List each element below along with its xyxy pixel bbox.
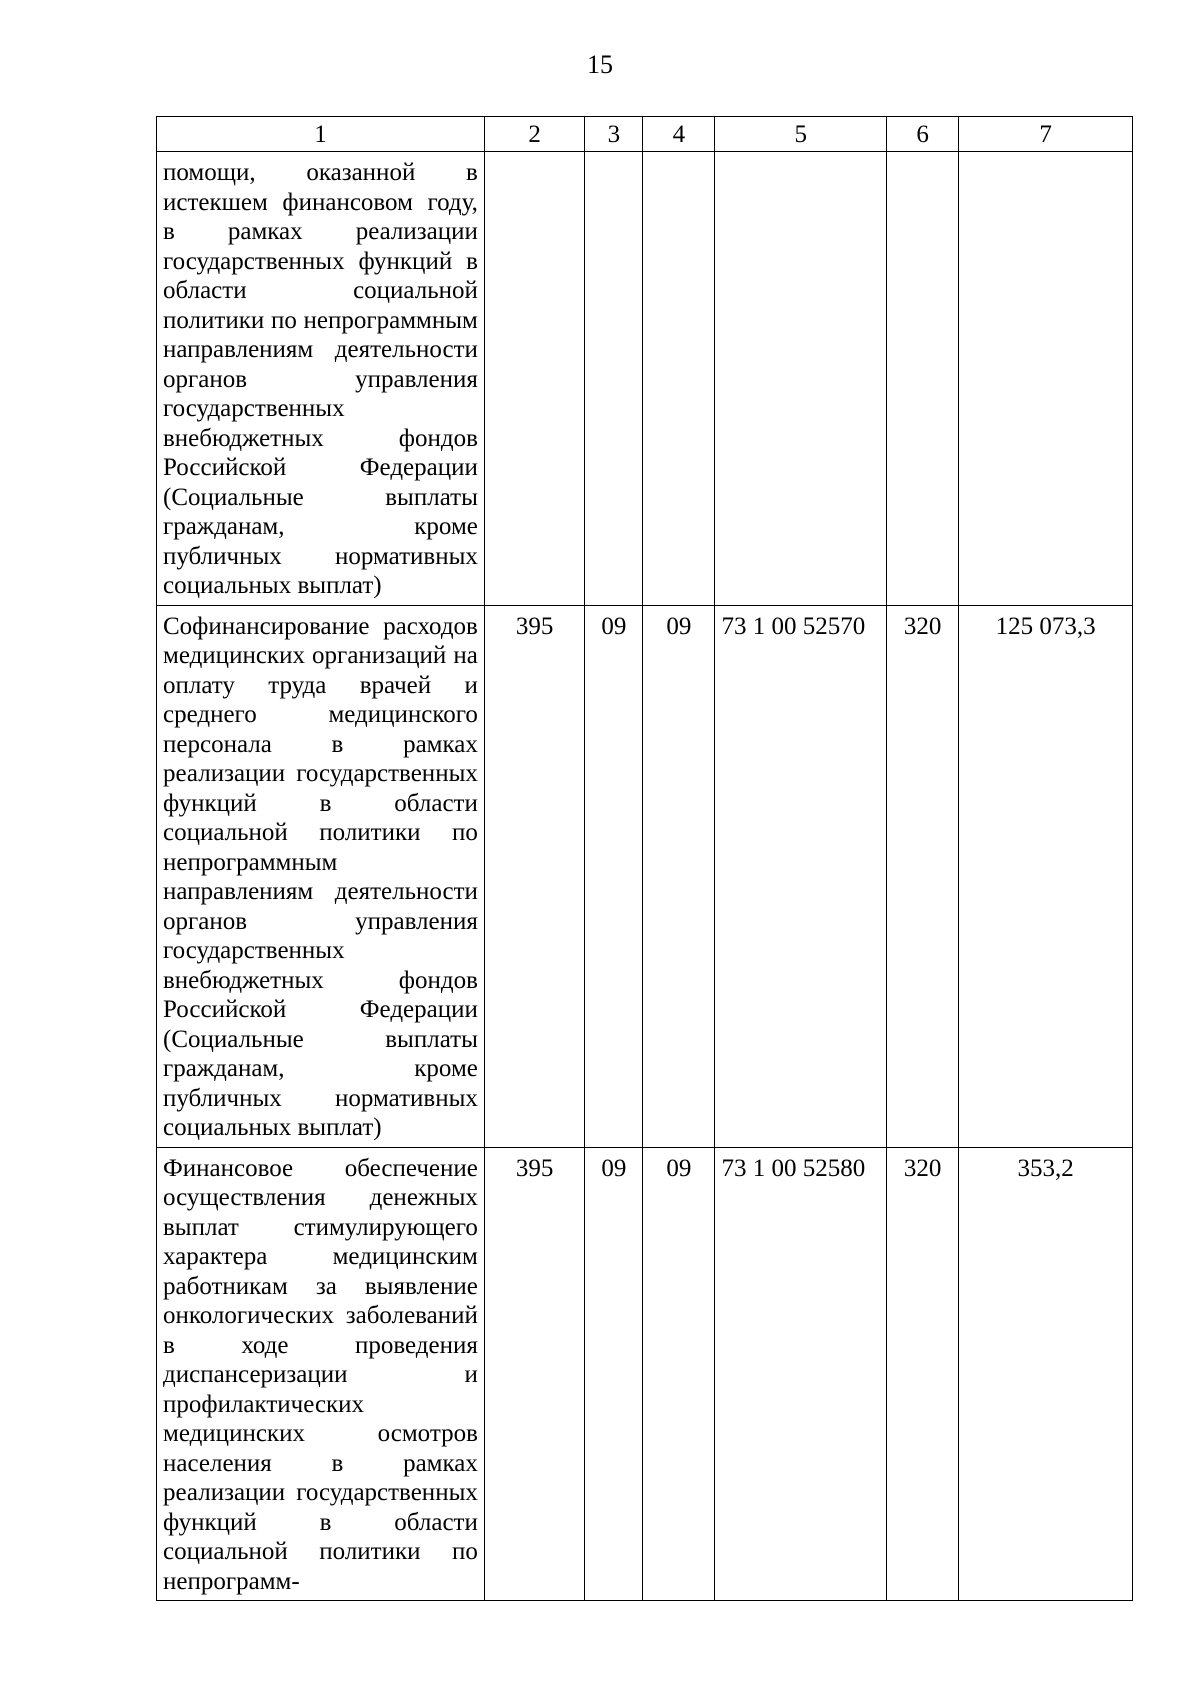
table-row — [157, 605, 1133, 1147]
cell-col6: 320 — [887, 1147, 959, 1601]
column-header: 2 — [484, 117, 585, 152]
column-header: 3 — [585, 117, 643, 152]
budget-table — [156, 116, 1133, 1601]
cell-col7: 353,2 — [959, 1147, 1133, 1601]
column-header: 6 — [887, 117, 959, 152]
cell-col2: 395 — [484, 1147, 585, 1601]
table-row — [157, 1147, 1133, 1601]
cell-col4 — [643, 152, 715, 606]
column-header: 7 — [959, 117, 1133, 152]
cell-col3: 09 — [585, 605, 643, 1147]
column-header: 5 — [715, 117, 887, 152]
cell-col6: 320 — [887, 605, 959, 1147]
row-description: Финансовое обеспечение осуществления денежных выплат стимулирующего характера медицинским работникам за выявление онкологических заболеваний в ходе проведения диспансеризации и профилактических медицинских осмотров населения в рамках реализации государственных функций в области социальной политики по непрограмм- — [157, 1147, 485, 1601]
cell-col3: 09 — [585, 1147, 643, 1601]
cell-col5 — [715, 152, 887, 606]
cell-col5: 73 1 00 52570 — [715, 605, 887, 1147]
column-header: 1 — [157, 117, 485, 152]
cell-col6 — [887, 152, 959, 606]
cell-col2: 395 — [484, 605, 585, 1147]
cell-col5: 73 1 00 52580 — [715, 1147, 887, 1601]
column-header: 4 — [643, 117, 715, 152]
row-description: помощи, оказанной в истекшем финансовом году, в рамках реализации государственных функций в области социальной политики по непрограммным направлениям деятельности органов управления государственных внебюджетных фондов Российской Федерации (Социальные выплаты гражданам, кроме публичных нормативных социальных выплат) — [157, 152, 485, 606]
cell-col3 — [585, 152, 643, 606]
cell-col2 — [484, 152, 585, 606]
row-description: Софинансирование расходов медицинских организаций на оплату труда врачей и среднего медицинского персонала в рамках реализации государственных функций в области социальной политики по непрограммным направлениям деятельности органов управления государственных внебюджетных фондов Российской Федерации (Социальные выплаты гражданам, кроме публичных нормативных социальных выплат) — [157, 605, 485, 1147]
table-header-row — [157, 117, 1133, 152]
cell-col4: 09 — [643, 1147, 715, 1601]
page-number: 15 — [587, 50, 613, 79]
cell-col7 — [959, 152, 1133, 606]
cell-col7: 125 073,3 — [959, 605, 1133, 1147]
cell-col4: 09 — [643, 605, 715, 1147]
table-row — [157, 152, 1133, 606]
